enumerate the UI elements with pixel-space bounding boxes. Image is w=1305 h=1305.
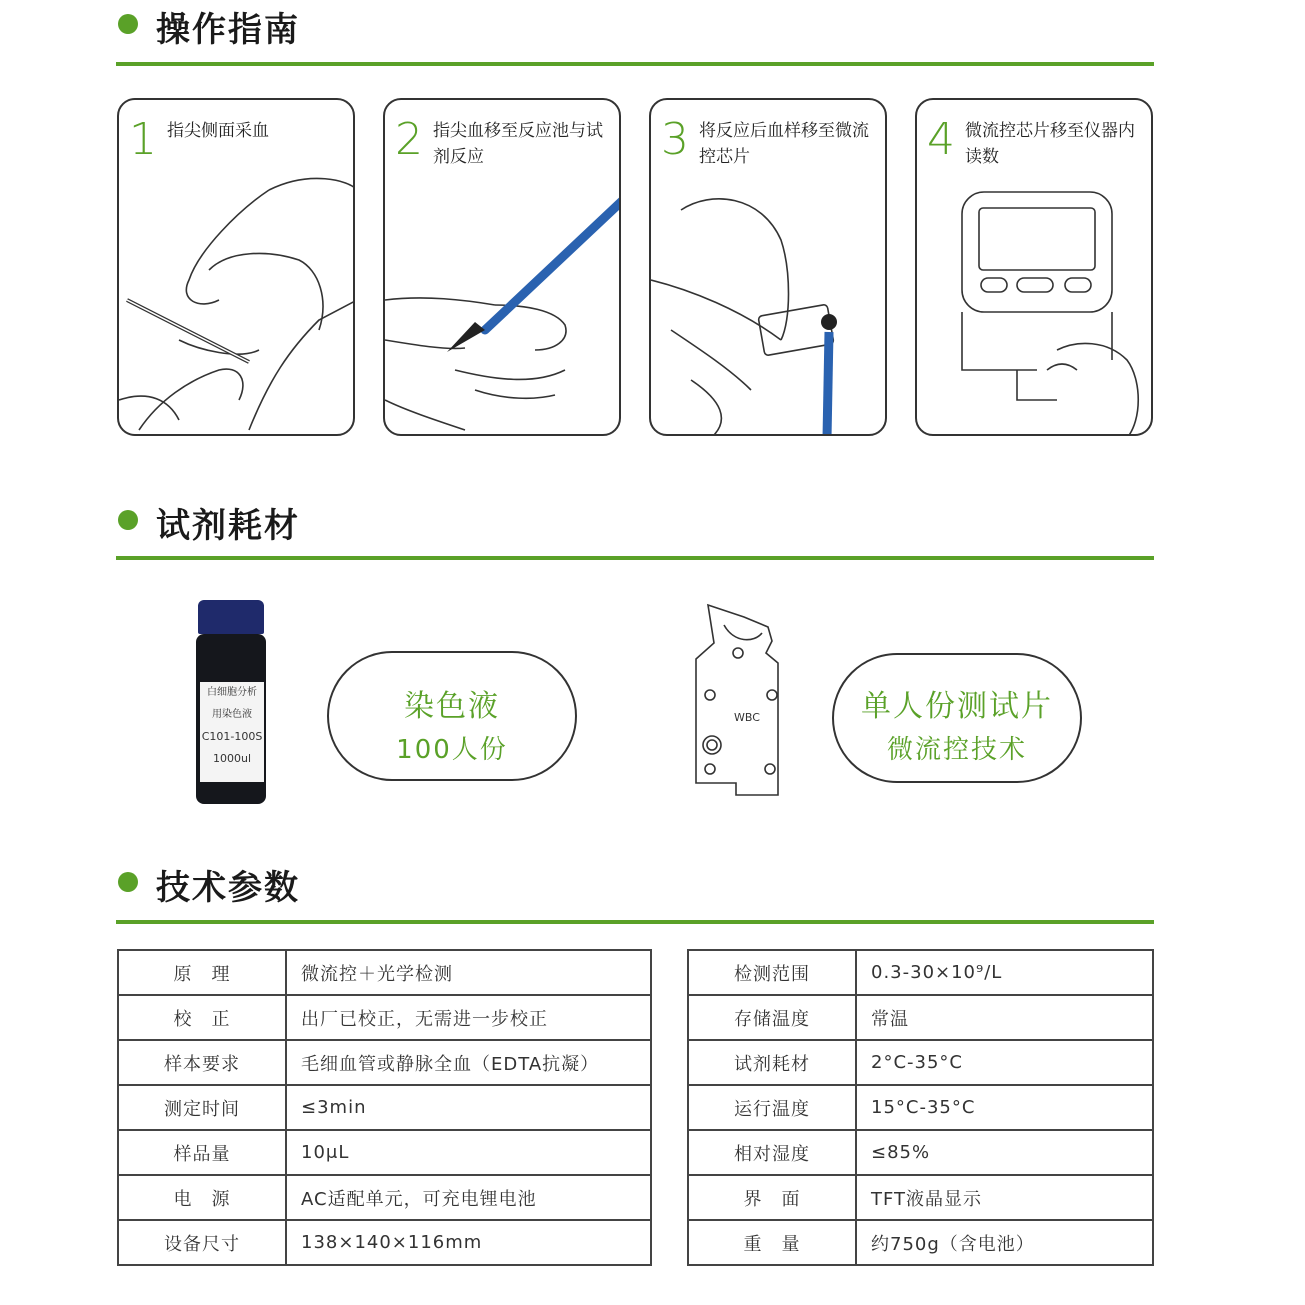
spec-key: 样本要求 <box>118 1040 286 1085</box>
spec-key: 样品量 <box>118 1130 286 1175</box>
spec-key: 重 量 <box>688 1220 856 1265</box>
bullet-dot-icon <box>118 510 138 530</box>
spec-value: ≤3min <box>286 1085 651 1130</box>
step-text: 将反应后血样移至微流控芯片 <box>699 121 869 167</box>
test-chip-illustration <box>694 603 784 797</box>
spec-value: 约750g（含电池） <box>856 1220 1153 1265</box>
spec-table-left <box>117 949 652 1266</box>
step-card-4 <box>915 98 1153 436</box>
step-number: 2 <box>395 114 423 165</box>
spec-value: ≤85% <box>856 1130 1153 1175</box>
bullet-dot-icon <box>118 872 138 892</box>
table-row <box>118 1130 651 1175</box>
spec-key: 校 正 <box>118 995 286 1040</box>
section-title: 技术参数 <box>156 868 300 908</box>
spec-key: 电 源 <box>118 1175 286 1220</box>
spec-key: 运行温度 <box>688 1085 856 1130</box>
table-row <box>118 1085 651 1130</box>
spec-key: 原 理 <box>118 950 286 995</box>
spec-value: TFT液晶显示 <box>856 1175 1153 1220</box>
section-rule <box>116 556 1154 560</box>
table-row <box>688 1175 1153 1220</box>
spec-value: 常温 <box>856 995 1153 1040</box>
spec-key: 测定时间 <box>118 1085 286 1130</box>
bottle-code: C101-100S <box>201 730 263 743</box>
bullet-dot-icon <box>118 14 138 34</box>
table-row <box>688 995 1153 1040</box>
spec-value: 10μL <box>286 1130 651 1175</box>
bottle-volume: 1000ul <box>212 752 252 765</box>
spec-key: 相对湿度 <box>688 1130 856 1175</box>
table-row <box>118 995 651 1040</box>
spec-value: 出厂已校正，无需进一步校正 <box>286 995 651 1040</box>
table-row <box>688 1040 1153 1085</box>
step-card-2 <box>383 98 621 436</box>
step-number: 4 <box>927 114 955 165</box>
reagent-pill <box>327 651 577 781</box>
table-row <box>688 1220 1153 1265</box>
chip-pill-line1: 单人份测试片 <box>861 689 1053 724</box>
spec-value: 138×140×116mm <box>286 1220 651 1265</box>
step-number: 1 <box>129 114 157 165</box>
chip-pill-line2: 微流控技术 <box>886 735 1027 765</box>
spec-value: 0.3-30×10⁹/L <box>856 950 1153 995</box>
spec-value: 微流控＋光学检测 <box>286 950 651 995</box>
chip-pill <box>832 653 1082 783</box>
table-row <box>688 1085 1153 1130</box>
step-card-3 <box>649 98 887 436</box>
reagent-bottle <box>196 600 268 806</box>
spec-table-right <box>687 949 1154 1266</box>
bottle-label <box>200 682 264 782</box>
table-row <box>118 1040 651 1085</box>
section-title: 操作指南 <box>156 10 300 50</box>
spec-key: 试剂耗材 <box>688 1040 856 1085</box>
spec-key: 检测范围 <box>688 950 856 995</box>
section-rule <box>116 920 1154 924</box>
chip-brand: WBC <box>734 711 760 724</box>
step-text: 指尖侧面采血 <box>167 121 269 141</box>
spec-value: 毛细血管或静脉全血（EDTA抗凝） <box>286 1040 651 1085</box>
section-title: 试剂耗材 <box>156 506 300 546</box>
table-row <box>688 1130 1153 1175</box>
reagent-pill-line1: 染色液 <box>404 689 500 724</box>
bottle-cap <box>198 600 264 634</box>
spec-key: 存储温度 <box>688 995 856 1040</box>
step-text: 指尖血移至反应池与试剂反应 <box>433 121 603 167</box>
step-card-1 <box>117 98 355 436</box>
spec-key: 设备尺寸 <box>118 1220 286 1265</box>
section-rule <box>116 62 1154 66</box>
step-number: 3 <box>661 114 689 165</box>
table-row <box>118 1175 651 1220</box>
table-row <box>118 950 651 995</box>
step-text: 微流控芯片移至仪器内读数 <box>965 121 1135 167</box>
spec-key: 界 面 <box>688 1175 856 1220</box>
spec-value: 2°C-35°C <box>856 1040 1153 1085</box>
spec-value: AC适配单元，可充电锂电池 <box>286 1175 651 1220</box>
table-row <box>688 950 1153 995</box>
reagent-pill-line2: 100人份 <box>396 735 508 765</box>
table-row <box>118 1220 651 1265</box>
spec-value: 15°C-35°C <box>856 1085 1153 1130</box>
bottle-label-line1: 白细胞分析 <box>207 687 257 698</box>
bottle-label-line2: 用染色液 <box>212 709 252 720</box>
